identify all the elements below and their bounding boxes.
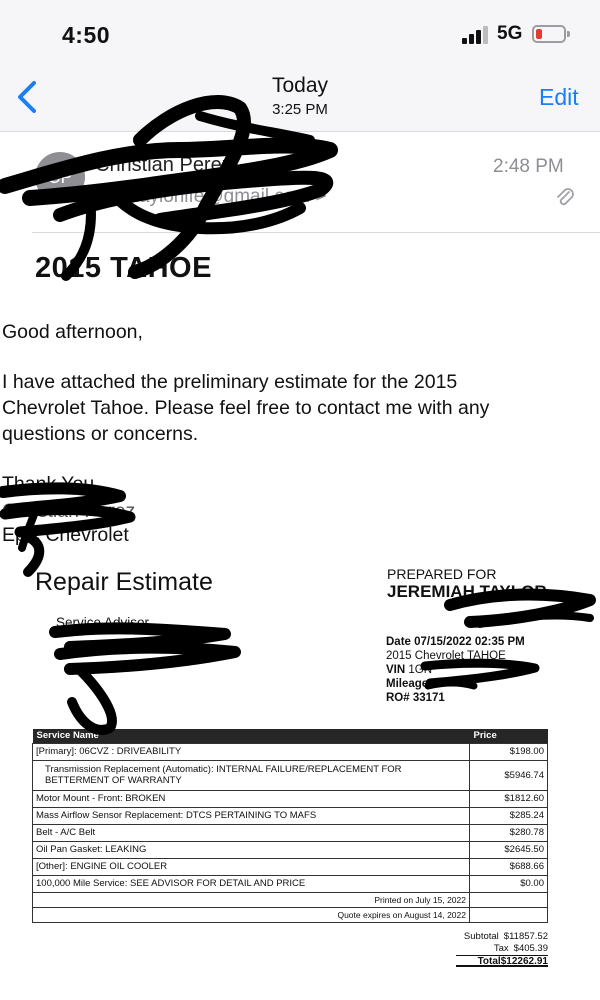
table-row [33, 743, 548, 760]
service-cell: Oil Pan Gasket: LEAKING [33, 841, 470, 858]
sender-name[interactable]: Christian Perez [95, 154, 232, 176]
mail-time: 2:48 PM [493, 156, 564, 177]
price-cell: $280.78 [470, 824, 548, 841]
total-label: Total [477, 956, 501, 967]
service-cell: Motor Mount - Front: BROKEN [33, 790, 470, 807]
total-row [456, 955, 548, 967]
signal-icon [462, 26, 490, 44]
table-row [33, 841, 548, 858]
edit-button[interactable]: Edit [539, 84, 579, 110]
nav-bar [0, 0, 600, 132]
header-divider [32, 232, 600, 233]
totals-block [440, 931, 548, 967]
quote-expires-row [33, 907, 548, 922]
table-row [33, 790, 548, 807]
service-cell: [Other]: ENGINE OIL COOLER [33, 858, 470, 875]
table-header [33, 729, 548, 743]
tax-label: Tax [493, 943, 509, 954]
column-header-service: Service Name [33, 729, 470, 743]
service-cell: Transmission Replacement (Automatic): INTERNAL FAILURE/REPLACEMENT FOR BETTERMENT OF WARRANTY [33, 760, 470, 790]
price-cell: $5946.74 [470, 760, 548, 790]
service-table [32, 729, 548, 923]
table-row [33, 875, 548, 892]
mail-signoff: Thank You, [2, 473, 100, 495]
nav-title-time: 3:25 PM [272, 101, 328, 118]
mail-signature-name: Christian Perez [2, 500, 136, 522]
service-cell: Mass Airflow Sensor Replacement: DTCS PERTAINING TO MAFS [33, 807, 470, 824]
prepared-for-label: PREPARED FOR [387, 566, 497, 582]
table-row [33, 760, 548, 790]
subtotal-value: $11857.52 [503, 931, 548, 942]
table-row [33, 807, 548, 824]
price-cell: $285.24 [470, 807, 548, 824]
mail-signature-company: Epic Chevrolet [2, 524, 129, 546]
subtotal-row [440, 931, 548, 943]
mileage: Mileage [386, 678, 429, 690]
price-cell: $0.00 [470, 875, 548, 892]
network-label: 5G [497, 23, 523, 44]
quote-expires-text: Quote expires on August 14, 2022 [33, 907, 470, 922]
service-cell: [Primary]: 06CVZ : DRIVEABILITY [33, 743, 470, 760]
back-chevron-icon[interactable] [14, 80, 42, 114]
tax-value: $405.39 [513, 943, 548, 954]
avatar: CP [35, 152, 85, 202]
vin: VIN 1GN [386, 664, 433, 676]
total-value: $12262.91 [500, 956, 548, 967]
column-header-price: Price [470, 729, 548, 743]
estimate-date: Date 07/15/2022 02:35 PM [386, 636, 525, 648]
mail-subject: 2015 TAHOE [35, 252, 212, 284]
recipient-line[interactable]: To: taylorlife@gmail.com > [103, 186, 327, 207]
repair-order-number: RO# 33171 [386, 692, 445, 704]
service-advisor-label: Service Advisor [56, 615, 150, 630]
printed-on-text: Printed on July 15, 2022 [33, 892, 470, 907]
price-cell: $198.00 [470, 743, 548, 760]
vehicle: 2015 Chevrolet TAHOE [386, 650, 506, 662]
service-cell: 100,000 Mile Service: SEE ADVISOR FOR DETAIL AND PRICE [33, 875, 470, 892]
prepared-for-name: JEREMIAH TAYLOR [387, 582, 547, 601]
subtotal-label: Subtotal [463, 931, 499, 942]
mail-message: I have attached the preliminary estimate for the 2015 Chevrolet Tahoe. Please feel free to contact me with any questions or concerns. [2, 371, 490, 445]
battery-icon [532, 25, 566, 43]
status-time: 4:50 [62, 22, 111, 48]
price-cell: $2645.50 [470, 841, 548, 858]
printed-on-row [33, 892, 548, 907]
tax-row [440, 943, 548, 955]
price-cell: $1812.60 [470, 790, 548, 807]
price-cell: $688.66 [470, 858, 548, 875]
estimate-title: Repair Estimate [35, 568, 213, 596]
service-cell: Belt - A/C Belt [33, 824, 470, 841]
paperclip-icon [555, 186, 575, 208]
nav-title-date: Today [271, 74, 329, 97]
table-row [33, 824, 548, 841]
table-row [33, 858, 548, 875]
mail-greeting: Good afternoon, [2, 321, 143, 343]
